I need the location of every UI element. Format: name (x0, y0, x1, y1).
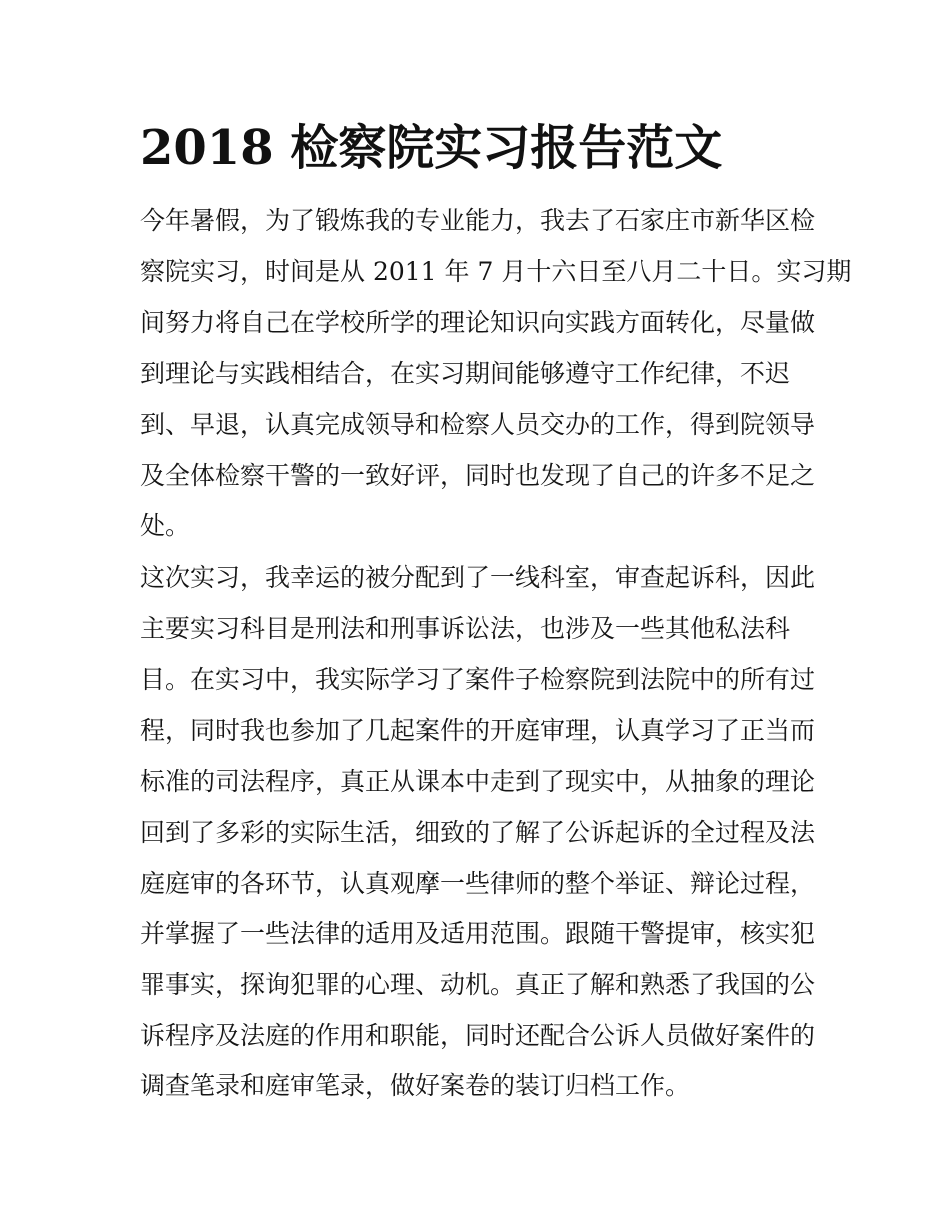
paragraph-line: 回到了多彩的实际生活，细致的了解了公诉起诉的全过程及法 (140, 818, 816, 847)
paragraph-line: 这次实习，我幸运的被分配到了一线科室，审查起诉科，因此 (140, 563, 816, 592)
paragraph-line: 并掌握了一些法律的适用及适用范围。跟随干警提审，核实犯 (140, 919, 816, 948)
paragraph-line: 今年暑假，为了锻炼我的专业能力，我去了石家庄市新华区检 (140, 206, 816, 235)
paragraph-line: 处。 (140, 511, 191, 540)
paragraph-line: 庭庭审的各环节，认真观摩一些律师的整个举证、辩论过程， (140, 869, 816, 898)
paragraph-line: 及全体检察干警的一致好评，同时也发现了自己的许多不足之 (140, 461, 816, 490)
paragraph-line: 诉程序及法庭的作用和职能，同时还配合公诉人员做好案件的 (140, 1021, 816, 1050)
paragraph-line: 到理论与实践相结合，在实习期间能够遵守工作纪律，不迟 (140, 359, 791, 388)
paragraph-line: 到、早退，认真完成领导和检察人员交办的工作，得到院领导 (140, 410, 816, 439)
paragraph-line: 目。在实习中，我实际学习了案件子检察院到法院中的所有过 (140, 665, 816, 694)
paragraph-line: 察院实习，时间是从 2011 年 7 月十六日至八月二十日。实习期 (140, 257, 852, 286)
paragraph-line: 罪事实，探询犯罪的心理、动机。真正了解和熟悉了我国的公 (140, 970, 816, 999)
paragraph-line: 间努力将自己在学校所学的理论知识向实践方面转化，尽量做 (140, 308, 816, 337)
paragraph-line: 调查笔录和庭审笔录，做好案卷的装订归档工作。 (140, 1071, 691, 1100)
paragraph-line: 主要实习科目是刑法和刑事诉讼法，也涉及一些其他私法科 (140, 614, 791, 643)
document-title: 2018 检察院实习报告范文 (140, 120, 723, 176)
paragraph-line: 标准的司法程序，真正从课本中走到了现实中，从抽象的理论 (140, 767, 816, 796)
paragraph-line: 程，同时我也参加了几起案件的开庭审理，认真学习了正当而 (140, 716, 816, 745)
